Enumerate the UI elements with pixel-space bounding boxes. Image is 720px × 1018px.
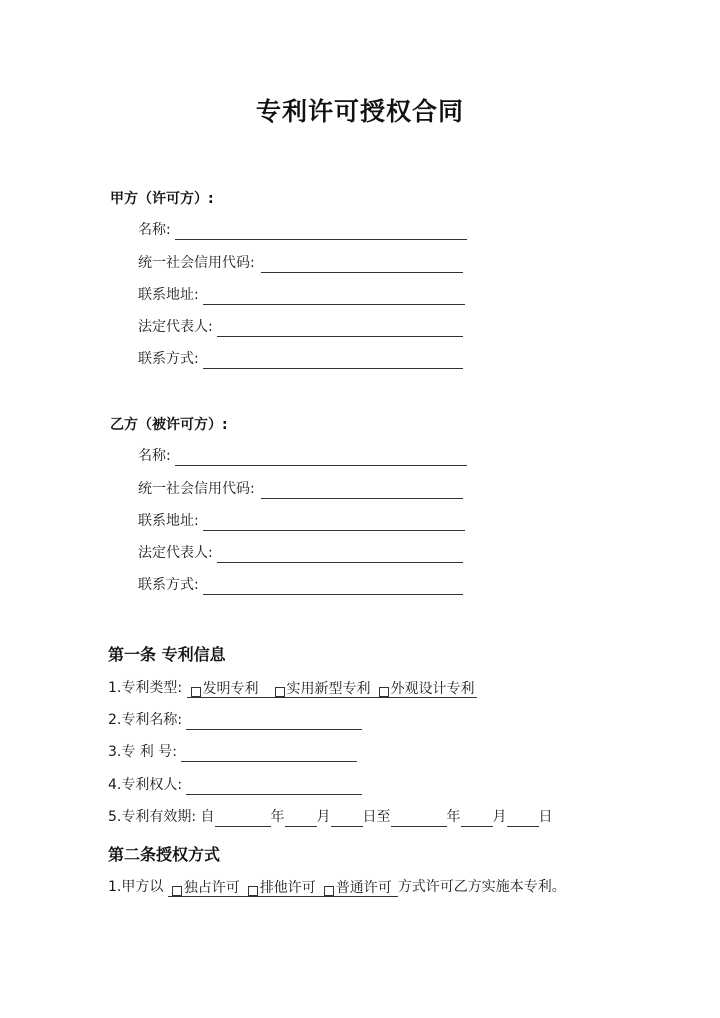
- month-text: 月: [316, 809, 331, 825]
- end-day-blank[interactable]: [507, 810, 539, 827]
- exclusive-license-option: 独占许可: [183, 880, 240, 896]
- year-text: 年: [270, 809, 285, 825]
- contract-title: 专利许可授权合同: [255, 97, 464, 126]
- party-a-legal-rep-field[interactable]: [138, 317, 463, 337]
- end-month-blank[interactable]: [461, 810, 493, 827]
- exclusive-license-checkbox[interactable]: [172, 886, 182, 896]
- validity-label: 5.专利有效期: 自: [108, 809, 215, 825]
- contact-blank[interactable]: [203, 578, 463, 595]
- party-a-credit-code-field[interactable]: [138, 253, 463, 273]
- patent-type-options: [187, 681, 477, 698]
- patent-name-line[interactable]: [108, 710, 362, 730]
- patent-type-line: [108, 678, 477, 698]
- field-label: 联系地址:: [138, 513, 199, 529]
- invention-checkbox[interactable]: [191, 687, 201, 697]
- year-text: 年: [446, 809, 461, 825]
- authorization-prefix: 1.甲方以: [108, 879, 164, 895]
- party-b-legal-rep-field[interactable]: [138, 543, 463, 563]
- general-license-option: 普通许可: [335, 880, 392, 896]
- article-1-heading: 第一条 专利信息: [108, 645, 226, 664]
- party-b-contact-field[interactable]: [138, 575, 463, 595]
- field-label: 名称:: [138, 448, 171, 464]
- patent-holder-line[interactable]: [108, 775, 362, 795]
- legal-rep-blank[interactable]: [217, 546, 463, 563]
- article-2-heading: 第二条授权方式: [108, 845, 221, 864]
- patent-name-blank[interactable]: [186, 713, 362, 730]
- address-blank[interactable]: [203, 514, 465, 531]
- party-b-name-field[interactable]: [138, 446, 467, 466]
- field-label: 法定代表人:: [138, 545, 213, 561]
- party-a-contact-field[interactable]: [138, 349, 463, 369]
- party-b-credit-code-field[interactable]: [138, 479, 463, 499]
- authorization-line: [108, 877, 566, 897]
- party-a-heading: 甲方（许可方）:: [110, 191, 214, 207]
- sole-license-option: 排他许可: [259, 880, 316, 896]
- month-text: 月: [492, 809, 507, 825]
- utility-model-checkbox[interactable]: [275, 687, 285, 697]
- day-text: 日: [538, 809, 553, 825]
- patent-holder-blank[interactable]: [186, 778, 362, 795]
- start-month-blank[interactable]: [285, 810, 317, 827]
- field-label: 名称:: [138, 222, 171, 238]
- patent-holder-label: 4.专利权人:: [108, 777, 183, 793]
- start-day-blank[interactable]: [331, 810, 363, 827]
- party-b-address-field[interactable]: [138, 511, 465, 531]
- sole-license-checkbox[interactable]: [248, 886, 258, 896]
- general-license-checkbox[interactable]: [324, 886, 334, 896]
- party-a-address-field[interactable]: [138, 285, 465, 305]
- patent-type-label: 1.专利类型:: [108, 680, 183, 696]
- address-blank[interactable]: [203, 288, 465, 305]
- authorization-options: [168, 880, 398, 897]
- design-option: 外观设计专利: [390, 681, 475, 697]
- patent-number-line[interactable]: [108, 742, 357, 762]
- patent-validity-line: [108, 807, 553, 827]
- field-label: 联系地址:: [138, 287, 199, 303]
- field-label: 法定代表人:: [138, 319, 213, 335]
- credit-code-blank[interactable]: [261, 256, 463, 273]
- field-label: 联系方式:: [138, 351, 199, 367]
- utility-model-option: 实用新型专利: [286, 681, 371, 697]
- contact-blank[interactable]: [203, 352, 463, 369]
- authorization-suffix: 方式许可乙方实施本专利。: [397, 879, 566, 895]
- field-label: 统一社会信用代码:: [138, 481, 255, 497]
- name-blank[interactable]: [175, 449, 467, 466]
- patent-name-label: 2.专利名称:: [108, 712, 183, 728]
- field-label: 联系方式:: [138, 577, 199, 593]
- day-to-text: 日至: [362, 809, 391, 825]
- design-checkbox[interactable]: [379, 687, 389, 697]
- end-year-blank[interactable]: [391, 810, 447, 827]
- party-a-name-field[interactable]: [138, 220, 467, 240]
- invention-option: 发明专利: [202, 681, 259, 697]
- field-label: 统一社会信用代码:: [138, 255, 255, 271]
- patent-number-blank[interactable]: [181, 745, 357, 762]
- start-year-blank[interactable]: [215, 810, 271, 827]
- legal-rep-blank[interactable]: [217, 320, 463, 337]
- credit-code-blank[interactable]: [261, 482, 463, 499]
- name-blank[interactable]: [175, 223, 467, 240]
- party-b-heading: 乙方（被许可方）:: [110, 417, 228, 433]
- patent-number-label: 3.专 利 号:: [108, 744, 177, 760]
